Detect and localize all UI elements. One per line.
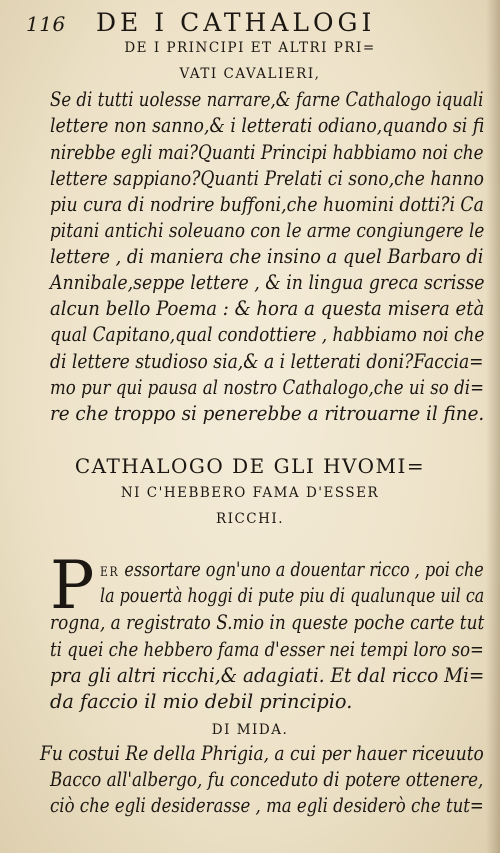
drop-cap: P (50, 547, 95, 624)
text-line: pra gli altri ricchi,& adagiati. Et dal ricco Mi= (50, 664, 485, 687)
text-line: rogna, a registrato S.mio in queste poche carte tut (50, 611, 485, 634)
text-line: pitani antichi soleuano con le arme congiungere le (50, 219, 485, 242)
text-line: nirebbe egli mai?Quanti Principi habbiamo noi che (50, 141, 484, 164)
text-line: qual Capitano,qual condottiere , habbiamo noi che (50, 323, 485, 346)
text-line-content: essortare ogn'uno a douentar ricco , poi che (124, 558, 484, 581)
text-line: piu cura di nodrire buffoni,che huomini dotti?i Ca (50, 193, 484, 216)
text-line: alcun bello Poema : & hora a questa misera età (50, 297, 485, 320)
section-heading-line: NI C'HEBBERO FAMA D'ESSER (120, 485, 380, 501)
text-line: Se di tutti uolesse narrare,& farne Cathalogo iquali (50, 88, 484, 111)
text-line: ciò che egli desiderasse , ma egli desiderò che tut= (50, 794, 484, 817)
text-line: Fu costui Re della Phrigia, a cui per hauer riceuuto (40, 742, 484, 765)
text-line (100, 560, 484, 579)
text-line: la pouertà hoggi di pute piu di qualunque uil ca (100, 584, 485, 607)
page-number: 116 (26, 12, 66, 36)
text-line: re che troppo si penerebbe a ritrouarne il fine. (50, 402, 485, 425)
text-line: mo pur qui pausa al nostro Cathalogo,che ui so di= (50, 376, 485, 399)
section-heading-line: RICCHI. (215, 511, 285, 527)
text-line: ti quei che hebbero fama d'esser nei tempi loro so= (50, 638, 484, 661)
section-heading: DI MIDA. (211, 722, 289, 738)
running-head (0, 6, 500, 36)
text-line: lettere , di maniera che insino a quel Barbaro di (50, 245, 484, 268)
drop-cap-continuation: ER (100, 565, 120, 580)
running-title: DE I CATHALOGI (96, 8, 376, 37)
section-heading-line: VATI CAVALIERI, (179, 66, 321, 82)
text-line: Bacco all'albergo, fu conceduto di potere ottenere, (50, 768, 484, 791)
section-heading-line: CATHALOGO DE GLI HVOMI= (74, 454, 426, 478)
section-heading-line: DE I PRINCIPI ET ALTRI PRI= (124, 40, 376, 56)
text-line: Annibale,seppe lettere , & in lingua greca scrisse (50, 271, 485, 294)
text-line: lettere non sanno,& i letterati odiano,quando si fi (50, 114, 485, 137)
text-line: da faccio il mio debil principio. (50, 690, 353, 713)
text-line: lettere sappiano?Quanti Prelati ci sono,che hanno (50, 167, 484, 190)
text-line: di lettere studioso sia,& a i letterati doni?Faccia= (50, 350, 484, 373)
